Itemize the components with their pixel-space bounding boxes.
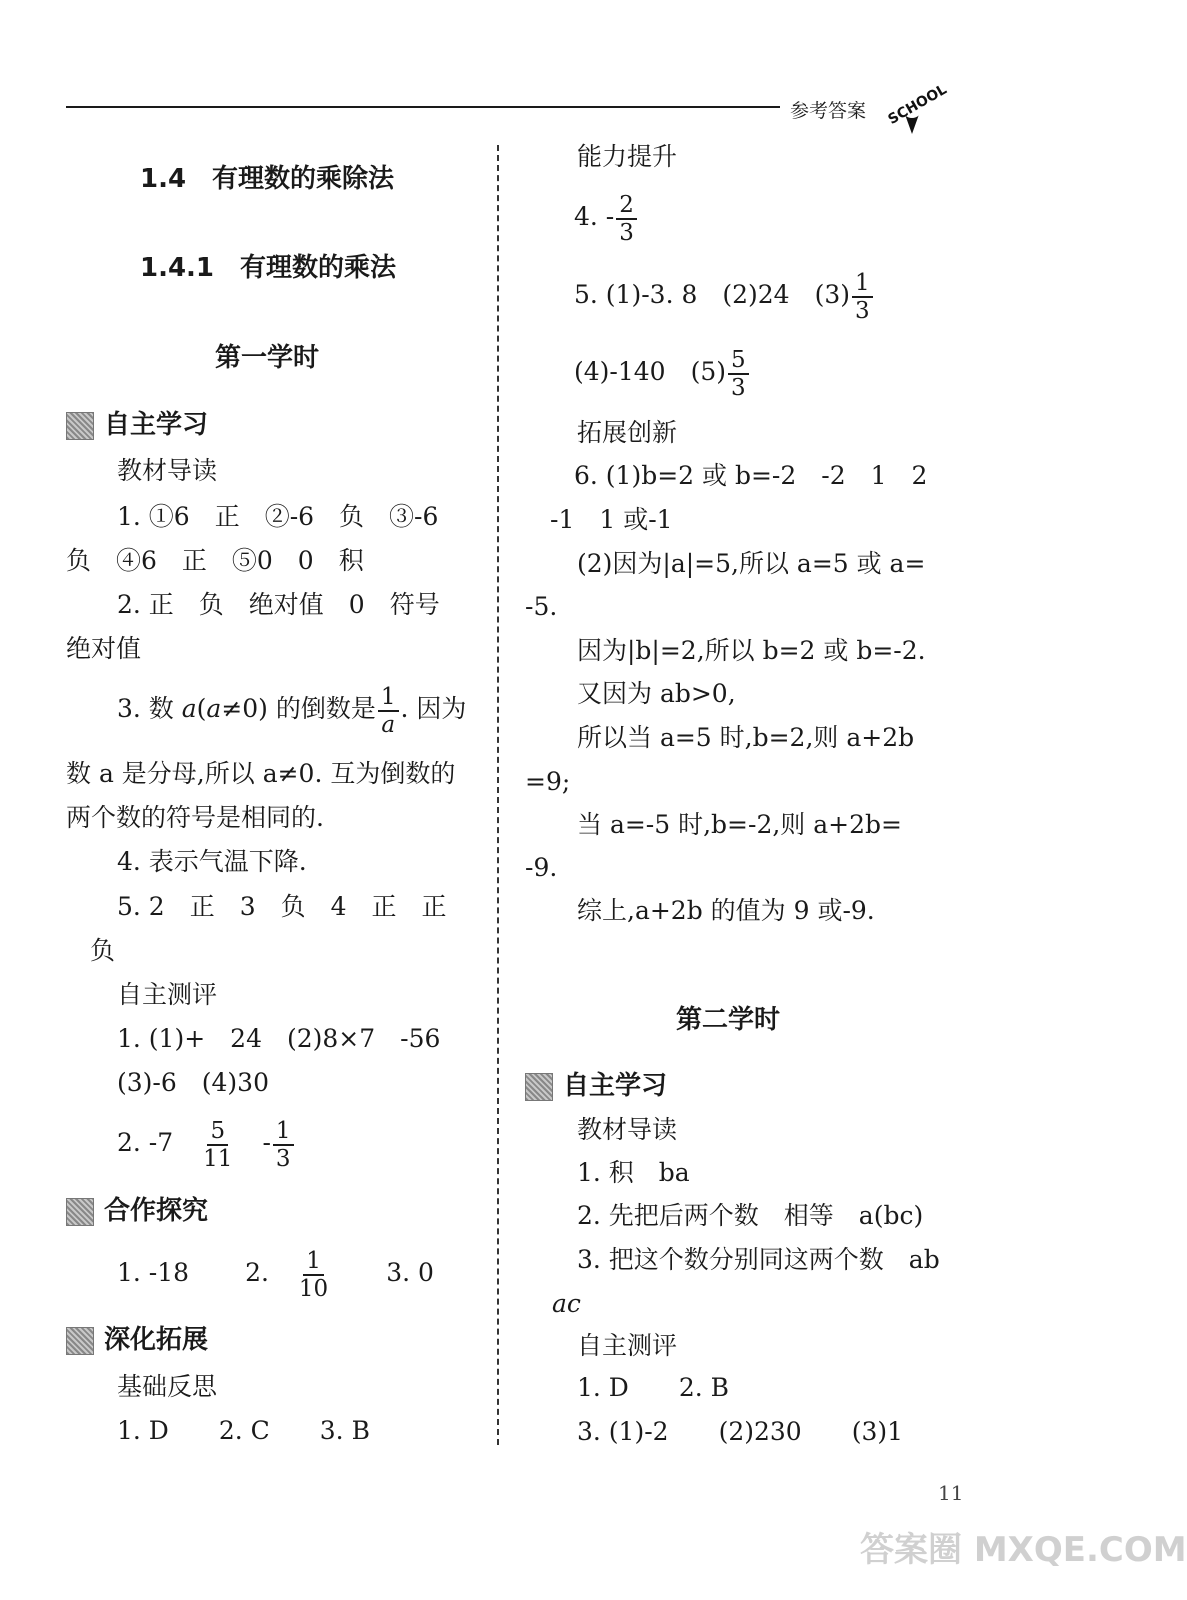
- sub-jiaocai: 教材导读: [117, 456, 218, 485]
- fraction: $\frac{2}{3}$: [616, 192, 637, 246]
- answer-line: 3. (1)-2 (2)230 (3)1: [577, 1417, 904, 1446]
- heading-hezuo: 合作探究: [66, 1196, 208, 1226]
- heading-zizhu-2: 自主学习: [525, 1071, 667, 1101]
- answer-line: -1 1 或-1: [550, 505, 673, 534]
- answer-line: 5. 2 正 3 负 4 正 正: [117, 892, 447, 921]
- fraction: $\frac{1}{3}$: [852, 270, 873, 324]
- section-marker-icon: [66, 412, 94, 440]
- page-number: 11: [938, 1481, 964, 1505]
- answer-line: 当 a=-5 时,b=-2,则 a+2b=: [577, 810, 902, 839]
- school-logo: [882, 78, 950, 140]
- header-rule: [66, 106, 780, 108]
- header-label: 参考答案: [790, 100, 867, 122]
- sub-ceping: 自主测评: [117, 980, 218, 1009]
- school-logo-text: SCHOOL: [885, 81, 950, 128]
- answer-line: 6. (1)b=2 或 b=-2 -2 1 2: [574, 461, 928, 490]
- answer-line: 2. 正 负 绝对值 0 符号: [117, 590, 440, 619]
- answer-line: 两个数的符号是相同的.: [66, 803, 324, 832]
- answer-line: 4. 表示气温下降.: [117, 847, 307, 876]
- sub-tuozhan: 拓展创新: [577, 418, 678, 447]
- sub-jiaocai-2: 教材导读: [577, 1115, 678, 1144]
- answer-line-r5b: (4)-140 (5) $\frac{5}{3}$: [574, 345, 751, 401]
- answer-line: 1. ①6 正 ②-6 负 ③-6: [117, 502, 439, 531]
- answer-line: -9.: [525, 853, 558, 882]
- heading-zizhu: 自主学习: [66, 410, 208, 440]
- subsection-title: 1.4.1 有理数的乘法: [140, 253, 397, 283]
- section-marker-icon: [525, 1073, 553, 1101]
- answer-line: 1. D 2. C 3. B: [117, 1416, 370, 1445]
- answer-line-r4: 4. - $\frac{2}{3}$: [574, 190, 639, 246]
- lesson-title-2: 第二学时: [676, 1005, 781, 1035]
- column-divider: [497, 145, 499, 1445]
- answer-line: (2)因为|a|=5,所以 a=5 或 a=: [577, 549, 926, 578]
- lesson-title: 第一学时: [215, 343, 320, 373]
- fraction: $\frac{1}{a}$: [378, 684, 399, 738]
- answer-line: 1. (1)+ 24 (2)8×7 -56: [117, 1024, 441, 1053]
- answer-line: =9;: [525, 767, 571, 796]
- sub-jichu: 基础反思: [117, 1372, 218, 1401]
- answer-line: (3)-6 (4)30: [117, 1068, 269, 1097]
- answer-line: 2. 先把后两个数 相等 a(bc): [577, 1201, 924, 1230]
- heading-shenhua: 深化拓展: [66, 1325, 208, 1355]
- answer-line: 所以当 a=5 时,b=2,则 a+2b: [577, 723, 915, 752]
- answer-line-q3: 3. 数 a(a≠0) 的倒数是 $\frac{1}{a}$ . 因为: [117, 683, 467, 738]
- answer-line: 3. 把这个数分别同这两个数 ab: [577, 1245, 940, 1274]
- answer-line-c2: 2. -7 $\frac{5}{11}$ - $\frac{1}{3}$: [117, 1116, 296, 1172]
- sub-ceping-2: 自主测评: [577, 1331, 678, 1360]
- fraction: $\frac{5}{11}$: [203, 1117, 233, 1172]
- answer-line-r5: 5. (1)-3. 8 (2)24 (3) $\frac{1}{3}$: [574, 268, 875, 324]
- answer-line: 1. D 2. B: [577, 1373, 730, 1402]
- watermark: 答案圈 MXQE.COM: [860, 1530, 1187, 1570]
- answer-line: 1. 积 ba: [577, 1158, 690, 1187]
- section-marker-icon: [66, 1198, 94, 1226]
- section-title: 1.4 有理数的乘除法: [140, 164, 395, 194]
- fraction: $\frac{1}{10}$: [298, 1247, 329, 1302]
- sub-nengli: 能力提升: [577, 142, 678, 171]
- section-marker-icon: [66, 1327, 94, 1355]
- answer-line: -5.: [525, 592, 558, 621]
- fraction: $\frac{5}{3}$: [728, 347, 749, 401]
- answer-line: 负: [90, 936, 116, 965]
- answer-line: ac: [552, 1289, 581, 1318]
- answer-line: 绝对值: [66, 634, 142, 663]
- answer-line-hezuo: 1. -18 2. $\frac{1}{10}$ 3. 0: [117, 1247, 434, 1302]
- answer-line: 综上,a+2b 的值为 9 或-9.: [577, 896, 875, 925]
- fraction: $\frac{1}{3}$: [273, 1118, 294, 1172]
- answer-line: 负 ④6 正 ⑤0 0 积: [66, 546, 364, 575]
- answer-line: 数 a 是分母,所以 a≠0. 互为倒数的: [66, 759, 456, 788]
- answer-line: 又因为 ab>0,: [577, 679, 736, 708]
- answer-line: 因为|b|=2,所以 b=2 或 b=-2.: [577, 636, 926, 665]
